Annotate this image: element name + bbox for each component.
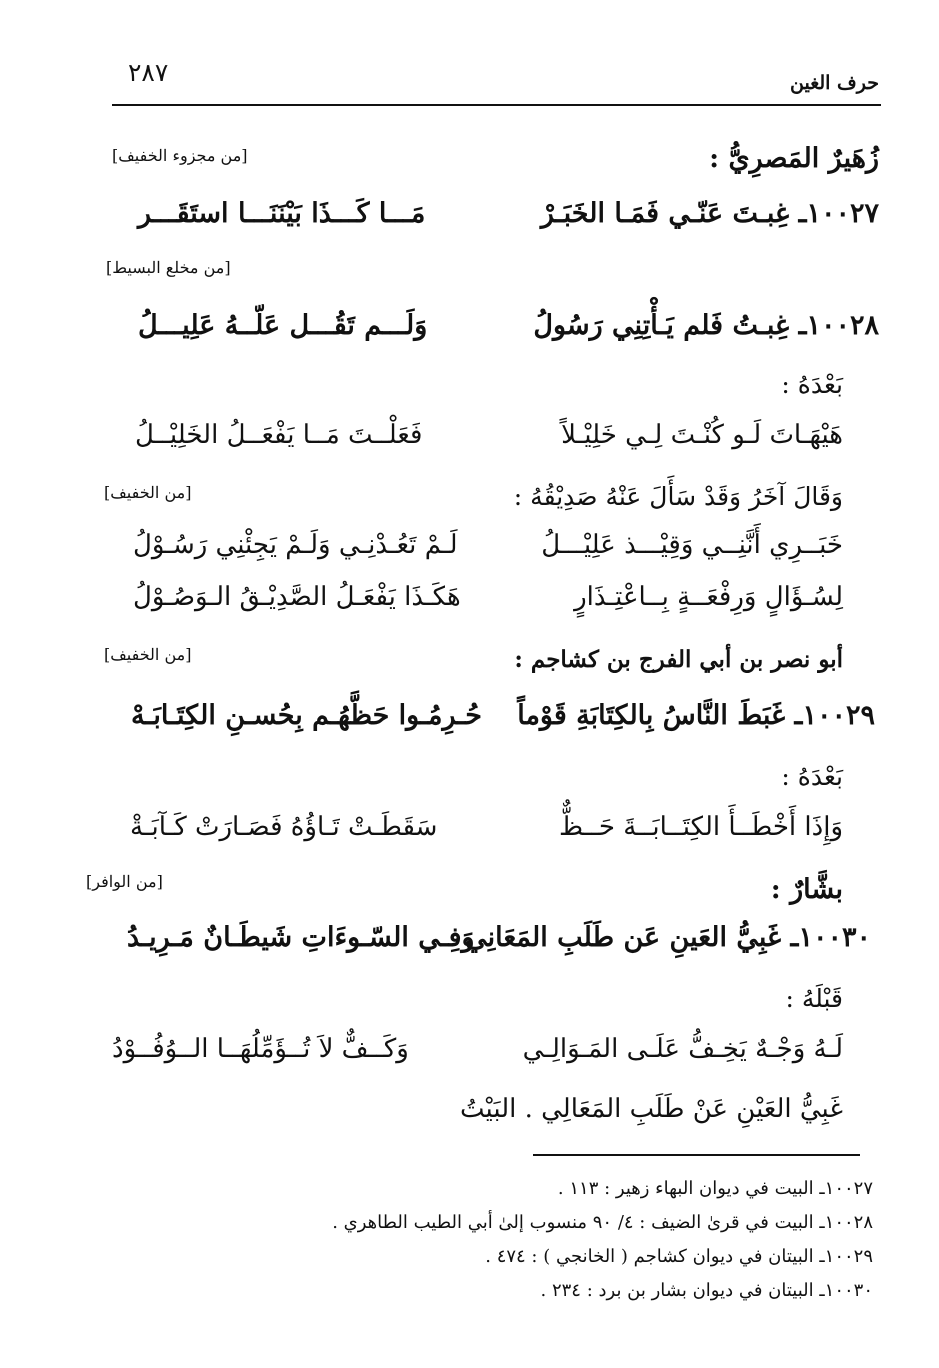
poet-name: وَقَالَ آخَرُ وَقَدْ سَأَلَ عَنْهُ صَدِيْقُهُ : (513, 482, 843, 511)
meter-label: [من مخلع البسيط] (106, 258, 231, 277)
verse-hemistich-left: وَلَـــم تَقُـــل عَلّــهُ عَلِيـــلُ (138, 310, 428, 341)
poet-name: أبو نصر بن أبي الفرج بن كشاجم : (514, 646, 843, 673)
verse-hemistich-right: ١٠٠٣٠ـ غَبِيُّ العَينِ عَن طَلَبِ المَعَانِي (465, 922, 871, 953)
page-number: ٢٨٧ (128, 58, 169, 87)
verse-hemistich-left: حُـرِمُـوا حَظَّهُـم بِحُسـنِ الكِتَـابَـهْ (131, 700, 482, 731)
running-head: حرف الغين (790, 72, 879, 94)
verse-hemistich-right: هَيْهَـاتَ لَـو كُنْـتَ لِـي خَلِيْـلاً (561, 420, 843, 450)
verse-hemistich-right: ١٠٠٢٩ـ غَبَطَ النَّاسُ بِالكِتَابَةِ قَوْماً (517, 700, 875, 731)
poet-name: بشَّارٌ : (770, 874, 843, 905)
verse-hemistich-right: ١٠٠٢٧ـ غِبـتَ عَنّـي فَمَـا الخَبَـرْ (540, 198, 879, 229)
verse-hemistich-left: وَفِـي السّـوءَاتِ شَيطَـانٌ مَـرِيـدُ (127, 922, 475, 953)
verse-hemistich-right: لِسُـؤَالٍ وَرِفْعَــةٍ بِــاعْتِـذَارٍ (574, 582, 843, 612)
meter-label: [من الوافر] (86, 872, 163, 891)
meter-label: [من الخفيف] (104, 645, 192, 664)
meter-label: [من مجزوء الخفيف] (112, 146, 248, 165)
footnote-rule (533, 1154, 860, 1156)
verse-hemistich-left: هَكَـذَا يَفْعَـلُ الصَّدِيْـقُ الـوَصُـوْلُ (133, 582, 461, 612)
footnote: ١٠٠٢٨ـ البيت في قرىٰ الضيف : ٤/ ٩٠ منسوب إلىٰ أبي الطيب الطاهري . (332, 1212, 873, 1233)
footnote: ١٠٠٢٩ـ البيتان في ديوان كشاجم ( الخانجي ) : ٤٧٤ . (485, 1246, 873, 1267)
context-note: بَعْدَهُ : (781, 762, 843, 791)
verse-hemistich-left: لَـمْ تَعُـدْنِـي وَلَـمْ يَجِئْنِي رَسُـوْلُ (133, 530, 458, 560)
context-note: بَعْدَهُ : (781, 370, 843, 399)
verse-hemistich-left: وَكَــفٌّ لاَ تُــؤَمِّلُهَــا الــوُفُــوْدُ (112, 1034, 409, 1064)
context-note: قَبْلَهُ : (785, 984, 843, 1013)
poet-name: زُهَيرٌ المَصرِيُّ : (709, 143, 879, 174)
verse-hemistich-right: خَبَــرِي أَنَّنِــي وَقِيْـــذ عَلِيْـــلُ (541, 530, 843, 560)
verse-hemistich-right: لَـهُ وَجْـهٌ يَخِـفُّ عَلَـى المَـوَالِـي (522, 1034, 843, 1064)
meter-label: [من الخفيف] (104, 483, 192, 502)
verse-hemistich-left: فَعَلْــتَ مَــا يَفْعَــلُ الخَلِيْــلُ (135, 420, 423, 450)
verse-hemistich-left: مَـــا كَـــذَا بَيْنَنَـــا استَقَـــر (138, 198, 426, 229)
verse-hemistich-left: سَقَطَـتْ تَـاؤُهُ فَصَـارَتْ كَـآبَـةْ (130, 812, 438, 842)
verse-hemistich-right: ١٠٠٢٨ـ غِبـتُ فَلم يَـأْتِنِي رَسُولُ (533, 310, 879, 341)
verse-tail-quote: غَبِيُّ العَيْنِ عَنْ طَلَبِ المَعَالِي . البَيْتُ (459, 1094, 843, 1124)
verse-hemistich-right: وَإِذَا أَخْطَــأَ الكِتَــابَــةَ حَــظٌّ (558, 812, 843, 842)
header-rule (112, 104, 881, 106)
footnote: ١٠٠٢٧ـ البيت في ديوان البهاء زهير : ١١٣ . (557, 1178, 873, 1199)
footnote: ١٠٠٣٠ـ البيتان في ديوان بشار بن برد : ٢٣٤ . (540, 1280, 873, 1301)
